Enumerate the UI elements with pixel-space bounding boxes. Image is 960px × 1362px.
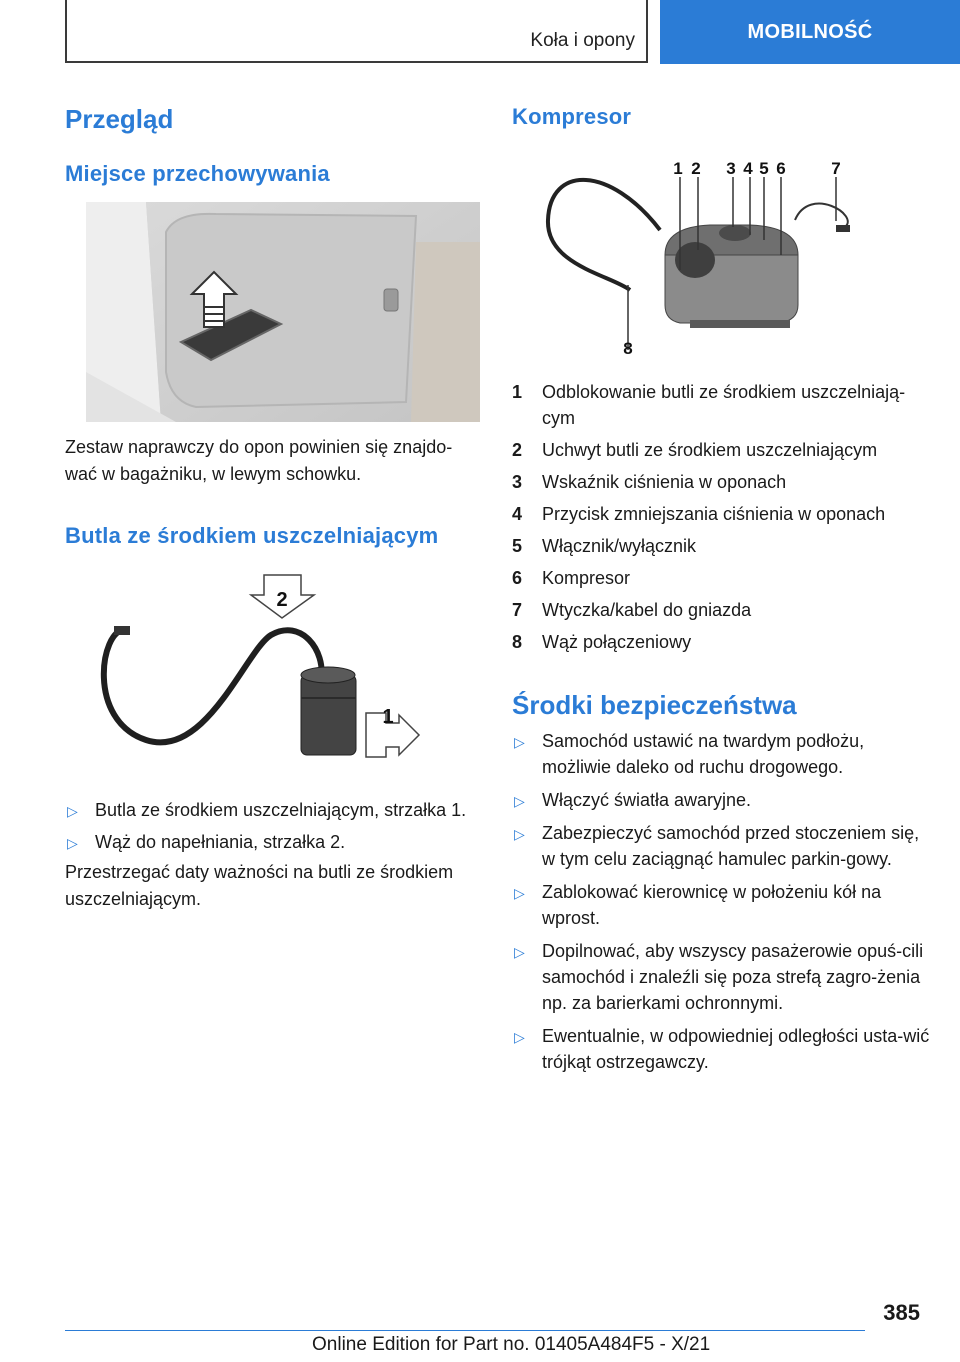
compressor-callout-2: 2: [691, 159, 701, 178]
list-item: [512, 728, 932, 780]
bottle-callout-2: 2: [276, 589, 288, 611]
list-item-text: Ewentualnie, w odpowiedniej odległości usta‐wić trójkąt ostrzegawczy.: [542, 1026, 930, 1072]
sealant-bottle-figure: [96, 570, 426, 770]
list-item: [512, 879, 932, 931]
list-item: [65, 797, 485, 823]
triangle-right-icon: ▷: [67, 835, 78, 851]
bottle-list: [65, 797, 485, 855]
trunk-storage-photo: [86, 202, 480, 422]
legend-number: 8: [512, 632, 523, 652]
list-item-text: Włączyć światła awaryjne.: [542, 790, 752, 810]
list-item-text: Samochód ustawić na twardym podłożu, możliwie daleko od ruchu drogowego.: [542, 731, 865, 777]
legend-text: Uchwyt butli ze środkiem uszczelniającym: [542, 440, 878, 460]
list-item: [512, 820, 932, 872]
list-item-text: Zablokować kierownicę w położeniu kół na wprost.: [542, 882, 882, 928]
list-item: [512, 938, 932, 1016]
legend-number: 5: [512, 536, 523, 556]
compressor-figure: [540, 155, 860, 360]
compressor-callout-5: 5: [759, 159, 769, 178]
triangle-right-icon: ▷: [514, 793, 525, 809]
legend-item: [512, 379, 927, 431]
storage-text: Zestaw naprawczy do opon powinien się znajdo‐wać w bagażniku, w lewym schowku.: [65, 437, 453, 484]
safety-heading: Środki bezpieczeństwa: [512, 690, 797, 720]
bottle-note: Przestrzegać daty ważności na butli ze środkiem uszczelniającym.: [65, 862, 454, 909]
legend-number: 3: [512, 472, 523, 492]
triangle-right-icon: ▷: [514, 944, 525, 960]
legend-number: 6: [512, 568, 523, 588]
legend-number: 1: [512, 382, 523, 402]
chapter-tab[interactable]: MOBILNOŚĆ: [660, 0, 960, 64]
list-item: [512, 787, 932, 813]
section-title: Koła i opony: [530, 30, 635, 51]
legend-item: [512, 597, 927, 623]
list-item-text: Butla ze środkiem uszczelniającym, strzałka 1.: [95, 800, 467, 820]
compressor-heading: Kompresor: [512, 104, 632, 129]
list-item-text: Dopilnować, aby wszyscy pasażerowie opuś‐cili samochód i znaleźli się poza strefą zagro‐żenia np. za barierkami ochronnymi.: [542, 941, 924, 1013]
page-title: Przegląd: [65, 104, 174, 134]
legend-item: [512, 629, 927, 655]
legend-text: Wskaźnik ciśnienia w oponach: [542, 472, 787, 492]
compressor-legend: [512, 379, 927, 661]
legend-text: Włącznik/wyłącznik: [542, 536, 697, 556]
legend-text: Kompresor: [542, 568, 631, 588]
safety-list: [512, 728, 932, 1075]
footer-divider: [65, 1330, 865, 1331]
triangle-right-icon: ▷: [514, 826, 525, 842]
list-item-text: Zabezpieczyć samochód przed stoczeniem się, w tym celu zaciągnąć hamulec parkin‐gowy.: [542, 823, 920, 869]
bottle-callout-1: 1: [382, 706, 394, 728]
bottle-heading: Butla ze środkiem uszczelniającym: [65, 523, 439, 548]
list-item: [65, 829, 485, 855]
storage-heading: Miejsce przechowywania: [65, 161, 330, 186]
compressor-callout-8: 8: [623, 339, 633, 358]
legend-text: Wąż połączeniowy: [542, 632, 692, 652]
page-number: 385: [883, 1300, 920, 1325]
triangle-right-icon: ▷: [514, 885, 525, 901]
edition-text: Online Edition for Part no. 01405A484F5 - X/21: [312, 1334, 711, 1355]
list-item-text: Wąż do napełniania, strzałka 2.: [95, 832, 346, 852]
legend-text: Wtyczka/kabel do gniazda: [542, 600, 752, 620]
triangle-right-icon: ▷: [514, 734, 525, 750]
legend-number: 2: [512, 440, 523, 460]
compressor-callout-1: 1: [673, 159, 683, 178]
legend-item: [512, 469, 927, 495]
legend-number: 7: [512, 600, 523, 620]
legend-item: [512, 501, 927, 527]
compressor-callout-6: 6: [776, 159, 786, 178]
legend-item: [512, 565, 927, 591]
legend-item: [512, 437, 927, 463]
list-item: [512, 1023, 932, 1075]
triangle-right-icon: ▷: [67, 803, 78, 819]
legend-item: [512, 533, 927, 559]
compressor-callout-4: 4: [743, 159, 753, 178]
legend-number: 4: [512, 504, 523, 524]
compressor-callout-3: 3: [726, 159, 736, 178]
legend-text: Odblokowanie butli ze środkiem uszczelniają‐cym: [542, 382, 906, 428]
compressor-callout-7: 7: [831, 159, 841, 178]
legend-text: Przycisk zmniejszania ciśnienia w oponach: [542, 504, 886, 524]
triangle-right-icon: ▷: [514, 1029, 525, 1045]
